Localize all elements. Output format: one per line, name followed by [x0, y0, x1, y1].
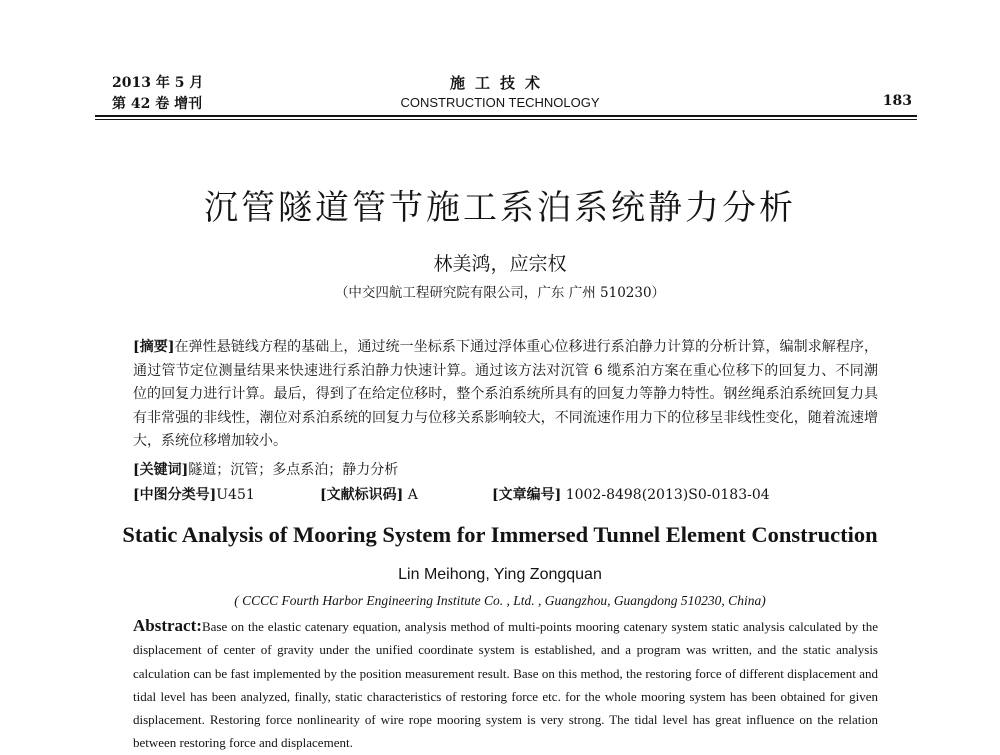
header-rule-thin [95, 119, 917, 120]
doc-code-value: A [407, 487, 418, 503]
clc-label: [中图分类号] [133, 487, 217, 503]
issue-date: 2013 年 5 月 [112, 75, 204, 91]
volume-info: 第 42 卷 增刊 [112, 96, 203, 112]
abstract-en [133, 614, 878, 755]
keywords-cn-text: 隧道；沉管；多点系泊；静力分析 [188, 462, 399, 478]
article-number [492, 484, 770, 504]
doc-code-label: [文献标识码] [320, 487, 404, 503]
keywords-cn [133, 459, 398, 479]
abstract-en-label: Abstract [133, 616, 197, 635]
paper-title-en: Static Analysis of Mooring System for Immersed Tunnel Element Construction [122, 522, 878, 547]
header-rule-thick [95, 115, 917, 117]
keywords-cn-label: [关键词] [133, 462, 189, 478]
journal-name-cn: 施工技术 [449, 74, 550, 92]
page-number: 183 [882, 93, 912, 109]
document-code [320, 484, 418, 504]
clc-number [133, 484, 255, 504]
authors-en: Lin Meihong, Ying Zongquan [398, 566, 602, 583]
authors-cn: 林美鸿，应宗权 [433, 253, 567, 275]
journal-name-en: CONSTRUCTION TECHNOLOGY [400, 95, 600, 110]
abstract-cn-label: [摘要] [133, 339, 175, 355]
paper-title-cn: 沉管隧道管节施工系泊系统静力分析 [204, 188, 796, 228]
abstract-en-text: Base on the elastic catenary equation, analysis method of multi-points mooring catenary system static analysis calculated by the displacement of center of gravity under the unified coordinate system is established, and a program was written, and the static analysis calculation can be fast implemented by the position measurement result. Base on this method, the restoring force of different displacement and tidal level has been analyzed, finally, static characteristics of restoring force etc. for the whole mooring system has been obtained for given displacement. Restoring force nonlinearity of wire rope mooring system is very strong. The tidal level has great influence on the relation between restoring force and displacement. [133, 619, 878, 751]
clc-value: U451 [216, 487, 255, 503]
article-number-value: 1002-8498(2013)S0-0183-04 [565, 487, 770, 503]
article-number-label: [文章编号] [492, 487, 562, 503]
affiliation-cn: （中交四航工程研究院有限公司，广东 广州 510230） [334, 285, 666, 301]
abstract-en-colon: : [196, 616, 202, 635]
abstract-cn-text: 在弹性悬链线方程的基础上，通过统一坐标系下通过浮体重心位移进行系泊静力计算的分析计算，编制求解程序，通过管节定位测量结果来快速进行系泊静力快速计算。通过该方法对沉管 6 缆系泊方案在重心位移下的回复力、不同潮位的回复力进行计算。最后，得到了在给定位移时，整个系泊系统所具有的回复力等静力特性。钢丝绳系泊系统回复力具有非常强的非线性，潮位对系泊系统的回复力与位移关系影响较大，不同流速作用力下的位移呈非线性变化，随着流速增大，系统位移增加较小。 [133, 339, 879, 449]
abstract-cn [133, 336, 878, 454]
affiliation-en: ( CCCC Fourth Harbor Engineering Institute Co. , Ltd. , Guangzhou, Guangdong 510230, China) [234, 593, 766, 608]
